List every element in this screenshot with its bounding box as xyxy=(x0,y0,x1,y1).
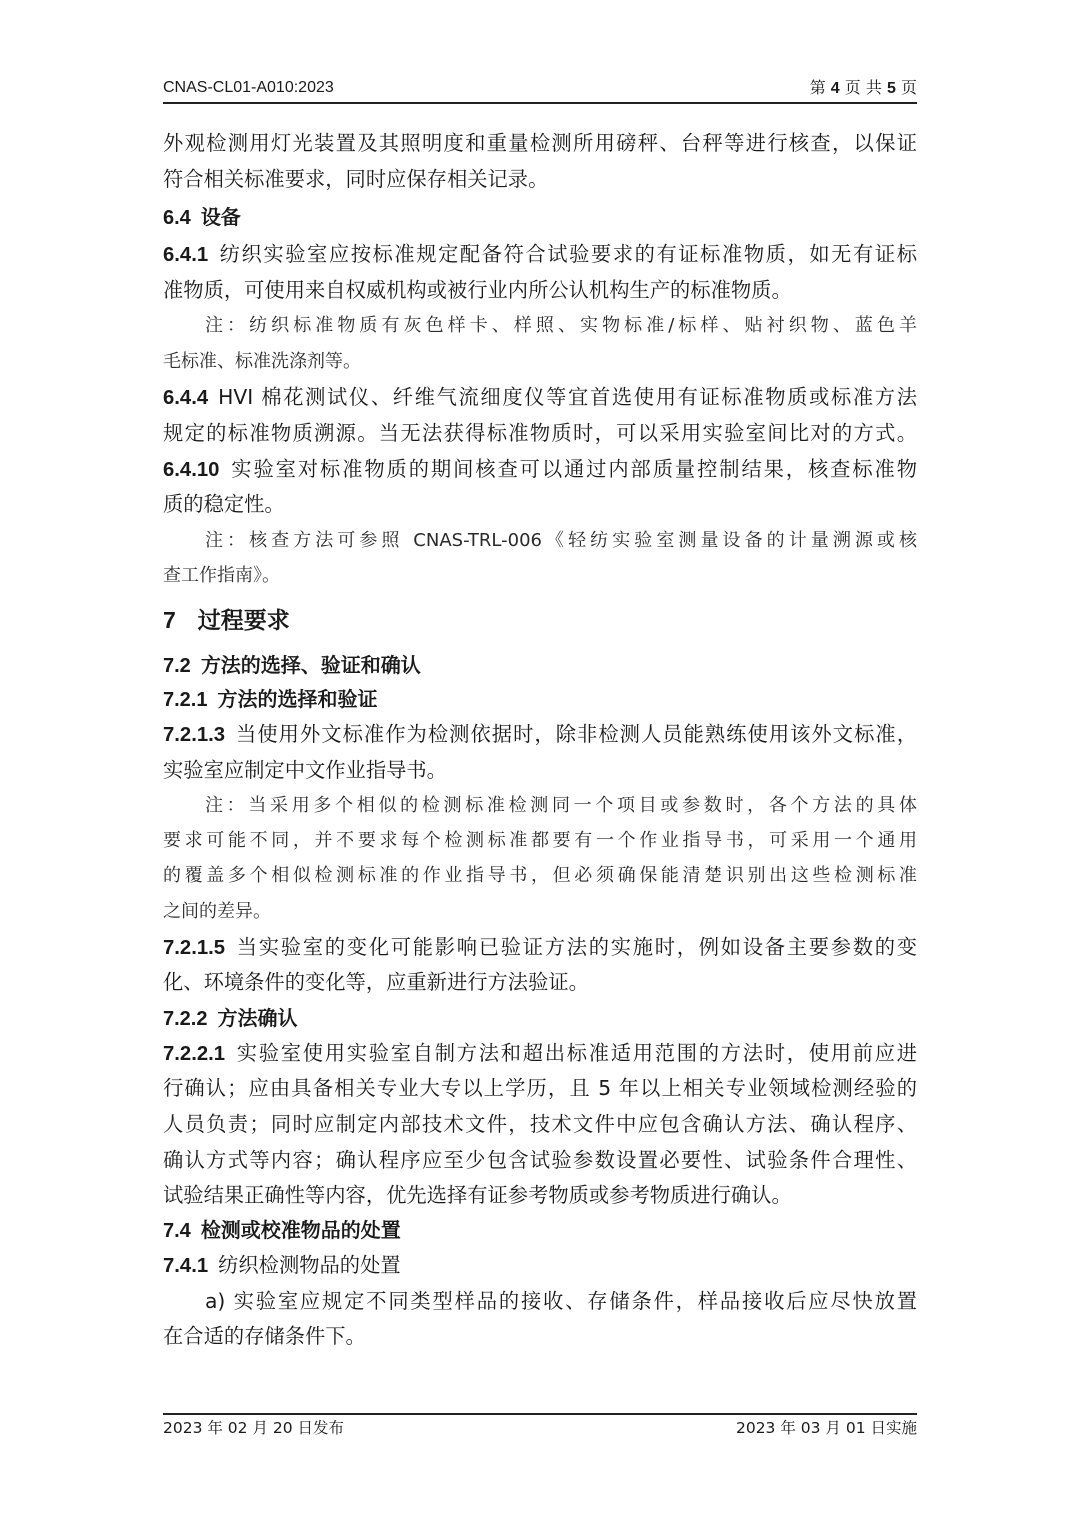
section-heading: 6.4 设备 xyxy=(163,205,241,229)
section-heading: 7.4 检测或校准物品的处置 xyxy=(163,1218,401,1242)
clause-line: 6.4.4 HVI 棉花测试仪、纤维气流细度仪等宜首选使用有证标准物质或标准方法 xyxy=(163,385,917,409)
paragraph-line: 行确认；应由具备相关专业大专以上学历，且 5 年以上相关专业领域检测经验的 xyxy=(163,1076,917,1100)
clause-line: 6.4.10 实验室对标准物质的期间核查可以通过内部质量控制结果，核查标准物 xyxy=(163,457,917,481)
paragraph-line: 规定的标准物质溯源。当无法获得标准物质时，可以采用实验室间比对的方式。 xyxy=(163,421,917,445)
note-line: 查工作指南》。 xyxy=(163,565,280,586)
paragraph-line: 实验室应制定中文作业指导书。 xyxy=(163,758,447,782)
clause-line: 7.4.1 纺织检测物品的处置 xyxy=(163,1253,401,1277)
effective-date: 2023 年 03 月 01 日实施 xyxy=(735,1419,917,1437)
paragraph-line: 符合相关标准要求，同时应保存相关记录。 xyxy=(163,167,549,191)
paragraph-line: 外观检测用灯光装置及其照明度和重量检测所用磅秤、台秤等进行核查，以保证 xyxy=(163,131,917,155)
note-line: 要求可能不同，并不要求每个检测标准都要有一个作业指导书，可采用一个通用 xyxy=(163,830,917,851)
issue-date: 2023 年 02 月 20 日发布 xyxy=(163,1419,345,1437)
paragraph-line: 在合适的存储条件下。 xyxy=(163,1324,366,1348)
note-line: 注：纺织标准物质有灰色样卡、样照、实物标准/标样、贴衬织物、蓝色羊 xyxy=(205,315,917,336)
page-indicator: 第 4 页 共 5 页 xyxy=(809,78,917,97)
page-header xyxy=(163,76,917,100)
page-footer xyxy=(163,1416,917,1440)
document-code: CNAS-CL01-A010:2023 xyxy=(163,79,334,96)
footer-divider xyxy=(163,1413,917,1415)
subsection-heading: 7.2.2 方法确认 xyxy=(163,1006,298,1030)
paragraph-line: 试验结果正确性等内容，优先选择有证参考物质或参考物质进行确认。 xyxy=(163,1183,792,1207)
total-page-count: 5 xyxy=(886,80,896,97)
list-item-line: a) 实验室应规定不同类型样品的接收、存储条件，样品接收后应尽快放置 xyxy=(205,1289,917,1313)
paragraph-line: 化、环境条件的变化等，应重新进行方法验证。 xyxy=(163,970,589,994)
note-line: 毛标准、标准洗涤剂等。 xyxy=(163,351,361,372)
note-line: 之间的差异。 xyxy=(163,901,271,922)
clause-line: 7.2.1.3 当使用外文标准作为检测依据时，除非检测人员能熟练使用该外文标准， xyxy=(163,722,917,746)
note-line: 注：核查方法可参照 CNAS-TRL-006《轻纺实验室测量设备的计量溯源或核 xyxy=(205,530,917,551)
paragraph-line: 质的稳定性。 xyxy=(163,492,285,516)
paragraph-line: 人员负责；同时应制定内部技术文件，技术文件中应包含确认方法、确认程序、 xyxy=(163,1112,917,1136)
clause-line: 6.4.1 纺织实验室应按标准规定配备符合试验要求的有证标准物质，如无有证标 xyxy=(163,242,917,266)
note-line: 的覆盖多个相似检测标准的作业指导书，但必须确保能清楚识别出这些检测标准 xyxy=(163,865,917,886)
current-page-number: 4 xyxy=(830,80,840,97)
note-line: 注：当采用多个相似的检测标准检测同一个项目或参数时，各个方法的具体 xyxy=(205,795,917,816)
subsection-heading: 7.2.1 方法的选择和验证 xyxy=(163,687,378,711)
clause-line: 7.2.2.1 实验室使用实验室自制方法和超出标准适用范围的方法时，使用前应进 xyxy=(163,1041,917,1065)
clause-line: 7.2.1.5 当实验室的变化可能影响已验证方法的实施时，例如设备主要参数的变 xyxy=(163,935,917,959)
chapter-heading: 7 过程要求 xyxy=(163,607,290,634)
section-heading: 7.2 方法的选择、验证和确认 xyxy=(163,653,421,677)
paragraph-line: 确认方式等内容；确认程序应至少包含试验参数设置必要性、试验条件合理性、 xyxy=(163,1148,917,1172)
header-divider xyxy=(163,102,917,104)
paragraph-line: 准物质，可使用来自权威机构或被行业内所公认机构生产的标准物质。 xyxy=(163,278,792,302)
